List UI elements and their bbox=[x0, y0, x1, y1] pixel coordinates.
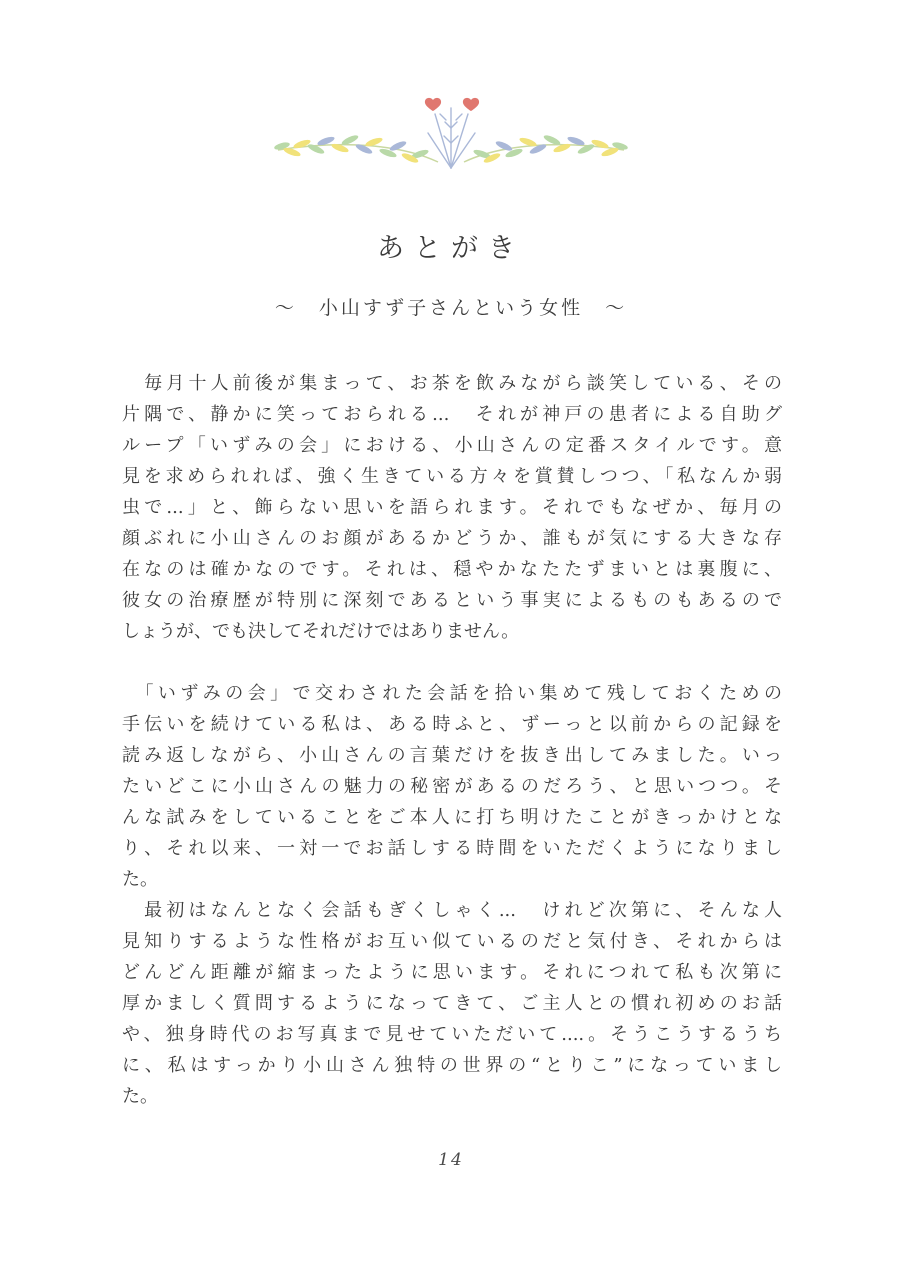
page-subtitle: ～ 小山すず子さんという女性 ～ bbox=[274, 297, 628, 319]
text-line: 見を求められれば、強く生きている方々を賞賛しつつ、「私なんか弱 bbox=[122, 466, 782, 487]
heart-icon bbox=[463, 98, 479, 111]
text-line: や、独身時代のお写真まで見せていただいて....。そうこうするうち bbox=[122, 1024, 782, 1045]
text-line: に、私はすっかり小山さん独特の世界の“とりこ”になっていまし bbox=[122, 1055, 782, 1076]
text-line: た。 bbox=[122, 869, 158, 890]
heart-icon bbox=[425, 98, 441, 111]
text-line: どんどん距離が縮まったように思います。それにつれて私も次第に bbox=[122, 962, 782, 983]
text-line: んな試みをしていることをご本人に打ち明けたことがきっかけとな bbox=[122, 807, 782, 828]
floral-ornament-icon bbox=[270, 88, 632, 178]
text-line: 最初はなんとなく会話もぎくしゃく... けれど次第に、そんな人 bbox=[122, 900, 782, 921]
text-line: 片隅で、静かに笑っておられる... それが神戸の患者による自助グ bbox=[122, 404, 782, 425]
text-line: 読み返しながら、小山さんの言葉だけを抜き出してみました。いっ bbox=[122, 745, 782, 766]
text-line: 彼女の治療歴が特別に深刻であるという事実によるものもあるので bbox=[122, 590, 782, 611]
text-line: 在なのは確かなのです。それは、穏やかなたたずまいとは裏腹に、 bbox=[122, 559, 782, 580]
text-line: 手伝いを続けている私は、ある時ふと、ずーっと以前からの記録を bbox=[122, 714, 782, 735]
text-line: 「いずみの会」で交わされた会話を拾い集めて残しておくための bbox=[122, 683, 782, 704]
text-line: 虫で...」と、飾らない思いを語られます。それでもなぜか、毎月の bbox=[122, 497, 782, 518]
text-line: ループ「いずみの会」における、小山さんの定番スタイルです。意 bbox=[122, 435, 782, 456]
text-line: たいどこに小山さんの魅力の秘密があるのだろう、と思いつつ。そ bbox=[122, 776, 782, 797]
text-line: 顔ぶれに小山さんのお顔があるかどうか、誰もが気にする大きな存 bbox=[122, 528, 782, 549]
text-line: り、それ以来、一対一でお話しする時間をいただくようになりまし bbox=[122, 838, 782, 859]
page-number: 14 bbox=[438, 1150, 464, 1170]
paragraph-gap bbox=[122, 647, 782, 678]
page-title: あとがき bbox=[377, 233, 525, 264]
text-line: しょうが、でも決してそれだけではありません。 bbox=[122, 621, 520, 642]
text-line: 見知りするような性格がお互い似ているのだと気付き、それからは bbox=[122, 931, 782, 952]
text-line: 毎月十人前後が集まって、お茶を飲みながら談笑している、その bbox=[122, 373, 782, 394]
afterword-body bbox=[122, 368, 782, 1112]
text-line: た。 bbox=[122, 1086, 158, 1107]
text-line: 厚かましく質問するようになってきて、ご主人との慣れ初めのお話 bbox=[122, 993, 782, 1014]
